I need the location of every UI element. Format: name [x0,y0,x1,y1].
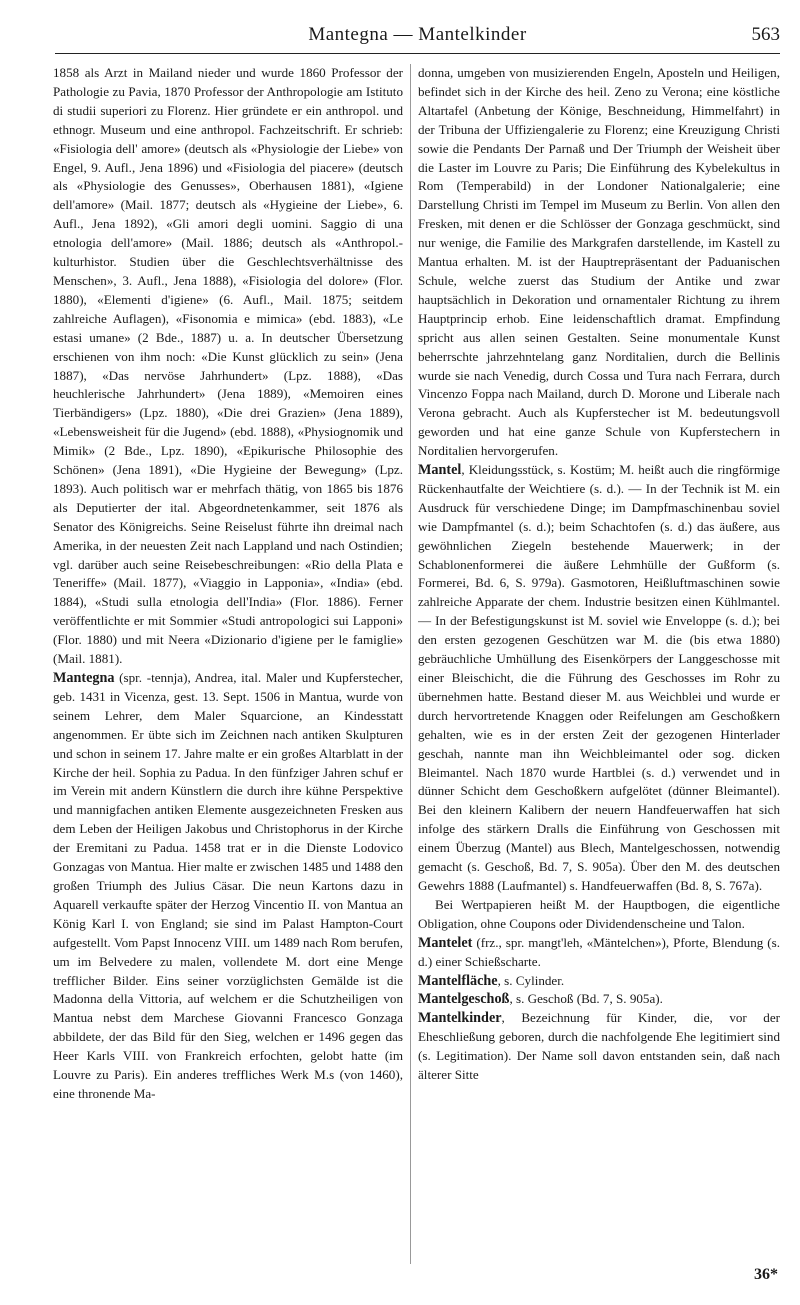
left-column [53,64,403,1274]
headword: Mantelkinder [418,1010,502,1027]
signature-mark: 36* [754,1266,778,1283]
entry-text: , Bezeichnung für Kinder, die, vor der Eheschließung geboren, durch die nachfolgende Ehe legitimiert sind (s. Legitimation). Der Name soll davon entstanden sein, daß nach älterer Sitte [418,1010,780,1083]
headword: Mantelfläche [418,972,498,989]
entry-mantelkinder [418,1009,780,1085]
entry-text: (frz., spr. mangt'leh, «Mäntelchen»), Pforte, Blendung (s. d.) einer Schießscharte. [418,934,780,969]
headword: Mantelet [418,934,473,951]
headword: Mantel [418,462,462,479]
running-head: Mantegna — Mantelkinder [308,24,527,45]
column-divider [410,64,411,1264]
entry-mantel [418,461,780,896]
entry-text: , s. Cylinder. [497,972,565,988]
entry-continuation: 1858 als Arzt in Mailand nieder und wurde 1860 Professor der Pathologie zu Pavia, 1870 Professor der Anthropologie am Istituto di studii superiori zu Florenz. Hier gründete er ein anthropol. und ethnogr. Museum und eine anthropol. Fachzeitschrift. Er schrieb: «Fisiologia dell' amore» (deutsch als «Physiologie der Liebe» von Engel, 9. Aufl., Jena 1896) und «Fisiologia del piacere» (deutsch als «Physiologie des Genusses», Oberhausen 1881), «Igiene dell'amore» (Mail. 1877; deutsch als «Hygieine der Liebe», 6. Aufl., Jena 1892), «Gli amori degli uomini. Saggio di una etnologia dell'amore» (Mail. 1886; deutsch als «Anthropol.-kulturhistor. Studien über die Geschlechtsverhältnisse des Menschen», 3. Aufl., Jena 1888), «Fisiologia del dolore» (Flor. 1880), «Elementi d'igiene» (6. Aufl., Mail. 1875; seitdem zahlreiche Auflagen), «Fisonomia e mimica» (ebd. 1883), «Le estasi umane» (2 Bde., 1887) u. a. In deutscher Übersetzung erschienen von ihm noch: «Die Kunst glücklich zu sein» (Jena 1887), «Das nervöse Jahrhundert» (Lpz. 1888), «Das heuchlerische Jahrhundert» (Jena 1889), «Memoiren eines Tierbändigers» (Lpz. 1880), «Die drei Grazien» (Jena 1889), «Lebensweisheit für die Jugend» (ebd. 1888), «Physiognomik und Mimik» (2 Bde., Lpz. 1890), «Epikurische Philosophie des Schönen» (Jena 1891), «Die Hygieine der Bewegung» (Lpz. 1893). Auch politisch war er mehrfach thätig, von 1865 bis 1876 als Deputierter der ital. Abgeordnetenkammer, seit 1876 als Senator des Königreichs. Seine Reiselust führte ihn dreimal nach Amerika, in der neuesten Zeit nach Lappland und nach Ostindien; vgl. darüber auch seine Reisebeschreibungen: «Rio della Plata e Teneriffe» (Mail. 1877), «Viaggio in Lapponia», «India» (ebd. 1884), «Studi sulla etnologia dell'India» (Flor. 1886). Ferner veröffentlichte er mit Sommier «Studi antropologici sui Lapponi» (Flor. 1880) und mit Neera «Dizionario d'igiene per le famiglie» (Mail. 1881). [53,65,403,667]
entry-mantegna [53,669,403,1104]
right-column [418,64,780,1274]
entry-mantel-paragraph: Bei Wertpapieren heißt M. der Hauptbogen, die eigentliche Obligation, ohne Coupons oder Dividendenscheine und Talon. [418,896,780,931]
page-number: 563 [751,24,780,45]
entry-continuation: donna, umgeben von musizierenden Engeln, Aposteln und Heiligen, befindet sich in der Kirche des heil. Zeno zu Verona; eine köstliche Altartafel (Anbetung der Könige, Beschneidung, Himmelfahrt) in der Tribuna der Uffiziengalerie zu Florenz; eine Kreuzigung Christi sowie die Pendants Der Parnaß und Der Triumph der Weisheit über die Laster im Louvre zu Paris; Die Einführung des Kybelekultus in Rom (Temperabild) in der Londoner Nationalgalerie; eine Darstellung Christi im Tempel im Museum zu Berlin. Von allen den Fresken, mit denen er die Schlösser der Gonzaga geschmückt, sind nur wenige, die Familie des Markgrafen darstellende, im Kastell zu Mantua erhalten. M. ist der Hauptrepräsentant der Paduanischen Schule, welche zuerst das Studium der Antike und zwar hauptsächlich in Dekoration und ornamentaler Richtung zu ihrem Hauptprincip erhob. Eine leidenschaftlich dramat. Empfindung spricht aus allen seinen Gestalten. Seine monumentale Kunst beherrschte jahrzehntelang ganz Norditalien, durch die Bellinis wurde sie nach Venedig, durch Cossa und Tura nach Ferrara, durch Vincenzo Foppa nach Mailand, durch D. Morone und Liberale nach Verona gebracht. Auch als Kupferstecher ist M. bedeutungsvoll geworden und hat eine ganze Schule von Kupferstechern in Norditalien hervorgerufen. [418,65,780,459]
entry-mantelgeschoss [418,990,780,1009]
page-header [55,14,780,54]
entry-text: , s. Geschoß (Bd. 7, S. 905a). [509,991,663,1007]
entry-mantelet [418,934,780,972]
headword: Mantegna [53,670,115,686]
entry-mantelflaeche [418,972,780,991]
headword: Mantelgeschoß [418,991,510,1008]
entry-text: (spr. -tennja), Andrea, ital. Maler und Kupferstecher, geb. 1431 in Vicenza, gest. 13. Sept. 1506 in Mantua, wurde von seinem Lehrer, dem Maler Squarcione, an Kindesstatt angenommen. Er übte sich im Zeichnen nach antiken Skulpturen und schon in seinem 17. Jahre malte er ein großes Altarblatt in der Kirche der heil. Sophia zu Padua. In den fünfziger Jahren schuf er im Verein mit andern Künstlern die durch ihre kühne Perspektive und mannigfachen antiken Elemente ausgezeichneten Fresken aus dem Leben der Heiligen Jakobus und Christophorus in der Kirche der Eremitani zu Padua. 1458 trat er in die Dienste Lodovico Gonzagas von Mantua. Hier malte er zwischen 1485 und 1488 den großen Triumph des Julius Cäsar. Die neun Kartons dazu in Aquarell verkaufte später der Herzog Vincentio II. von Mantua an König Karl I. von England; sie sind im Palast Hampton-Court aufgestellt. Vom Papst Innocenz VIII. um 1489 nach Rom berufen, um im Belvedere zu malen, vollendete M. dort eine Menge trefflicher Bilder. Eins seiner vorzüglichsten Gemälde ist die Madonna della Vittoria, auf welchem er die Schutzheiligen von Mantua nebst dem Marchese Giovanni Francesco Gonzaga abbildete, der das Bild für den Sieg, welchen er 1496 gegen das Heer Karls VIII. von Frankreich erfochten, gelobt hatte (im Louvre zu Paris). Ein anderes treffliches Werk M.s (von 1460), eine thronende Ma- [53,670,403,1101]
entry-text: , Kleidungsstück, s. Kostüm; M. heißt auch die ringförmige Rückenhautfalte der Weichtiere (s. d.). — In der Technik ist M. ein Ausdruck für verschiedene Dinge; im Dampfmaschinenbau soviel wie Dampfmantel (s. d.); beim Schachtofen (s. d.) das äußere, aus gewöhnlichen Ziegeln bestehende Mauerwerk; in der Schablonenformerei die äußere Lehmhülle der Gußform (s. Formerei, Bd. 6, S. 979a). Gasmotoren, Heißluftmaschinen sowie zahlreiche Apparate der chem. Industrie besitzen einen Kühlmantel. — In der Befestigungskunst ist M. soviel wie Enveloppe (s. d.); bei den ersten gezogenen Geschützen war M. die (bis etwa 1880) gebräuchliche Umhüllung des Eisenkörpers der Langgeschosse mit einer Bleischicht, die die Führung des Geschosses im Rohr zu übernehmen hatte. Bestand dieser M. aus Weichblei und wurde er durch hervortretende Knaggen oder Reifelungen am Geschoßkern gehalten, wie es in der ersten Zeit der gezogenen Hinterlader geschah, nannte man ihn Weichbleimantel oder sog. dicken Bleimantel. Nach 1870 wurde Hartblei (s. d.) verwendet und in dünner Schicht dem Geschoßkern aufgelötet (dünner Bleimantel). Bei den kleinern Kalibern der neuern Handfeuerwaffen hat sich infolge des stärkern Dralls die Einführung von Geschossen mit einem Überzug (Mantel) aus Blech, Mantelgeschossen, notwendig gemacht (s. Geschoß, Bd. 7, S. 905a). Über den M. des deutschen Gewehrs 1888 (Laufmantel) s. Handfeuerwaffen (Bd. 8, S. 767a). [418,462,780,893]
